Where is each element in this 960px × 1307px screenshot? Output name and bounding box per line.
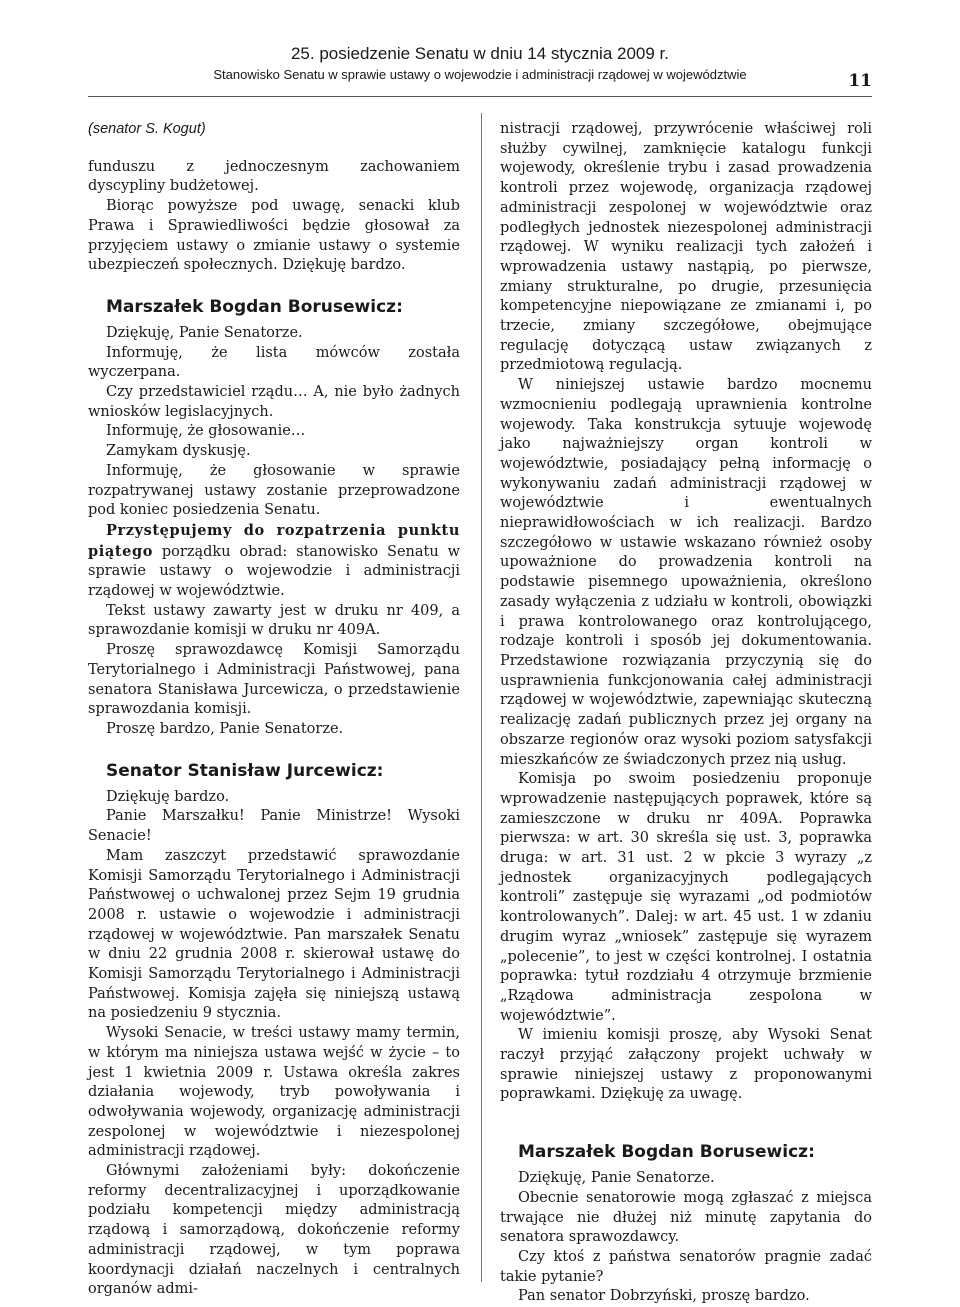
paragraph: Czy ktoś z państwa senatorów pragnie zadać takie pytanie? xyxy=(500,1248,872,1285)
paragraph: Informuję, że lista mówców została wyczerpana. xyxy=(88,344,460,381)
paragraph: Biorąc powyższe pod uwagę, senacki klub Prawa i Sprawiedliwości będzie głosował za przyjęciem ustawy o zmianie ustawy o systemie ubezpieczeń społecznych. Dziękuję bardzo. xyxy=(88,198,460,274)
left-column xyxy=(88,120,460,1300)
paragraph: Czy przedstawiciel rządu… A, nie było żadnych wniosków legislacyjnych. xyxy=(88,384,460,420)
paragraph: Proszę bardzo, Panie Senatorze. xyxy=(106,720,344,737)
speaker-heading: Marszałek Bogdan Borusewicz: xyxy=(518,1142,815,1163)
speaker-heading: Marszałek Bogdan Borusewicz: xyxy=(106,296,403,317)
paragraph: Mam zaszczyt przedstawić sprawozdanie Komisji Samorządu Terytorialnego i Administracji Państwowej o uchwalonej przez Sejm 19 grudnia 2008 r. ustawie o wojewodzie i administracji rządowej w województwie. Pan marszałek Senatu w dniu 22 grudnia 2008 r. skierował ustawę do Komisji Samorządu Terytorialnego i Administracji Państwowej. Komisja zajęła się niniejszą ustawą na posiedzeniu 9 stycznia. xyxy=(88,847,460,1022)
agenda-item-rest: porządku obrad: stanowisko Senatu w sprawie ustawy o wojewodzie i administracji rządowej w województwie. xyxy=(88,543,460,600)
paragraph: Dziękuję bardzo. xyxy=(106,788,230,805)
paragraph: nistracji rządowej, przywrócenie właściwej roli służby cywilnej, zamknięcie katalogu funkcji wojewody, określenie trybu i zasad prowadzenia kontroli przez wojewodę, organizacja rządowej administracji zespolonej w województwie oraz podległych jednostek niezespolonej administracji rządowej. W wyniku realizacji tych założeń i wprowadzenia ustawy nastąpią, po pierwsze, zmiany strukturalne, po drugie, przesunięcia kompetencyjne niepowiązane ze zmianami i, po trzecie, zmiany szczegółowe, obejmujące regulację dotyczącą ustaw związanych z przedmiotową regulacją. xyxy=(500,121,872,374)
paragraph: W imieniu komisji proszę, aby Wysoki Senat raczył przyjąć załączony projekt uchwały w sprawie niniejszej ustawy z proponowanymi poprawkami. Dziękuję za uwagę. xyxy=(500,1027,872,1103)
page-header xyxy=(88,44,872,91)
paragraph: Obecnie senatorowie mogą zgłaszać z miejsca trwające nie dłużej niż minutę zapytania do senatora sprawozdawcy. xyxy=(500,1189,872,1246)
page-number: 11 xyxy=(848,71,872,91)
paragraph: Komisja po swoim posiedzeniu proponuje wprowadzenie następujących poprawek, które są zamieszczone w druku nr 409A. Poprawka pierwsza: w art. 30 skreśla się ust. 3, poprawka druga: w art. 31 ust. 2 w pkcie 3 wyrazy „z jednostek organizacyjnych podlegających kontroli” zastępuje się wyrazami „od podmiotów kontrolowanych”. Dalej: w art. 45 ust. 1 w zdaniu drugim wyraz „wniosek” zastępuje się wyrazem „polecenie”, to jest w części kontrolnej. I ostatnia poprawka: tytuł rozdziału 4 otrzymuje brzmienie „Rządowa administracja zespolona w województwie”. xyxy=(500,771,872,1024)
header-subtitle: Stanowisko Senatu w sprawie ustawy o wojewodzie i administracji rządowej w województwie xyxy=(213,67,747,82)
speaker-note: (senator S. Kogut) xyxy=(88,121,206,137)
paragraph: Informuję, że głosowanie w sprawie rozpatrywanej ustawy zostanie przeprowadzone pod koniec posiedzenia Senatu. xyxy=(88,462,460,519)
paragraph: Pan senator Dobrzyński, proszę bardzo. xyxy=(518,1288,810,1305)
speaker-heading: Senator Stanisław Jurcewicz: xyxy=(106,760,384,781)
paragraph: Dziękuję, Panie Senatorze. xyxy=(518,1170,715,1187)
paragraph: Tekst ustawy zawarty jest w druku nr 409, a sprawozdanie komisji w druku nr 409A. xyxy=(88,602,460,639)
paragraph: Zamykam dyskusję. xyxy=(106,443,251,460)
right-column xyxy=(500,120,872,1307)
agenda-paragraph xyxy=(88,521,460,602)
paragraph: W niniejszej ustawie bardzo mocnemu wzmocnieniu podlegają uprawnienia kontrolne wojewody. Taka konstrukcja sytuuje wojewodę jako najważniejszy organ kontroli w województwie, posiadający pełną informację o wykonywaniu zadań administracji rządowej w województwie i ewentualnych nieprawidłowościach w ich realizacji. Bardzo szczegółowo w ustawie wskazano również osoby upoważnione do prowadzenia kontroli na podstawie pisemnego upoważnienia, określono zasady wyłączenia z udziału w kontroli, obowiązki i prawa kontrolowanego oraz kontrolującego, rodzaje kontroli i sposób jej dokumentowania. Przedstawione rozwiązania przyczynią się do usprawnienia funkcjonowania całej administracji rządowej w województwie, zapewniając skuteczną realizację zadań publicznych przez jej organy na obszarze regionów oraz wysoki poziom satysfakcji mieszkańców ze świadczonych przez nią usług. xyxy=(500,377,872,768)
agenda-item-bold: Przystępujemy do rozpatrzenia punktu piątego xyxy=(88,521,460,560)
paragraph: Wysoki Senacie, w treści ustawy mamy termin, w którym ma niniejsza ustawa wejść w życie – to jest 1 kwietnia 2009 r. Ustawa określa zakres działania wojewody, tryb powoływania i odwoływania wojewody, organizację administracji zespolonej w województwie i niezespolonej administracji rządowej. xyxy=(88,1025,460,1160)
header-rule xyxy=(88,96,872,97)
paragraph: Informuję, że głosowanie… xyxy=(106,423,306,440)
paragraph: Dziękuję, Panie Senatorze. xyxy=(106,324,303,341)
paragraph: Proszę sprawozdawcę Komisji Samorządu Terytorialnego i Administracji Państwowej, pana senatora Stanisława Jurcewicza, o przedstawienie sprawozdania komisji. xyxy=(88,642,460,718)
header-title: 25. posiedzenie Senatu w dniu 14 stycznia 2009 r. xyxy=(290,44,670,63)
column-divider xyxy=(481,113,482,1282)
paragraph: funduszu z jednoczesnym zachowaniem dyscypliny budżetowej. xyxy=(88,158,460,195)
paragraph: Głównymi założeniami były: dokończenie reformy decentralizacyjnej i uporządkowanie podziału kompetencji między administracją rządową i samorządową, dokończenie reformy administracji rządowej, w tym poprawa koordynacji działań naczelnych i centralnych organów admi- xyxy=(88,1163,460,1298)
paragraph: Panie Marszałku! Panie Ministrze! Wysoki Senacie! xyxy=(88,808,460,845)
